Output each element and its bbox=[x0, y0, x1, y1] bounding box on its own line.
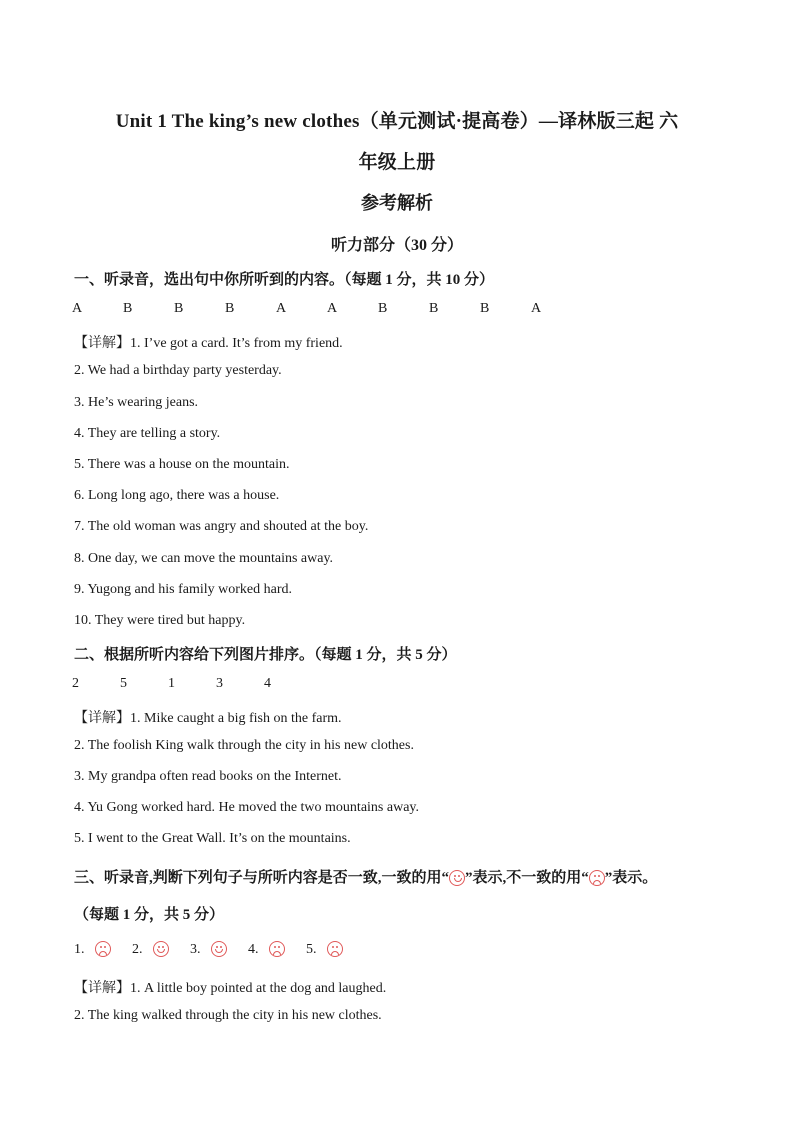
answer-item: A bbox=[276, 301, 287, 316]
smiley-face-icon bbox=[449, 870, 465, 886]
part1-explain-4: 4. They are telling a story. bbox=[74, 426, 221, 441]
part3-explain-1 bbox=[74, 977, 386, 997]
part3-explain-2: 2. The king walked through the city in his new clothes. bbox=[74, 1008, 382, 1023]
part1-explain-9: 9. Yugong and his family worked hard. bbox=[74, 582, 292, 597]
document-subtitle: 参考解析 bbox=[361, 193, 433, 213]
part3-heading-line2: （每题 1 分，共 5 分） bbox=[74, 907, 225, 923]
part2-explain-4: 4. Yu Gong worked hard. He moved the two mountains away. bbox=[74, 800, 420, 815]
answer-item: A bbox=[531, 301, 542, 316]
part2-explain-5: 5. I went to the Great Wall. It’s on the mountains. bbox=[74, 831, 351, 846]
answer-item: B bbox=[480, 301, 490, 316]
sad-face-icon bbox=[269, 941, 285, 957]
answer-item: 5 bbox=[120, 676, 127, 691]
explain-text: 1. A little boy pointed at the dog and laughed. bbox=[130, 981, 387, 996]
sad-face-icon bbox=[327, 941, 343, 957]
explain-prefix: 【详解】 bbox=[74, 981, 130, 996]
part3-answers bbox=[74, 941, 361, 958]
part1-explain-6: 6. Long long ago, there was a house. bbox=[74, 488, 280, 503]
part1-explain-2: 2. We had a birthday party yesterday. bbox=[74, 363, 282, 378]
sad-face-icon bbox=[95, 941, 111, 957]
part3-heading-c: ”表示。 bbox=[604, 870, 658, 886]
smiley-face-icon bbox=[153, 941, 169, 957]
part1-explain-10: 10. They were tired but happy. bbox=[74, 613, 246, 628]
explain-prefix: 【详解】 bbox=[74, 336, 130, 351]
answer-number: 3. bbox=[190, 942, 201, 957]
part2-heading: 二、根据所听内容给下列图片排序。（每题 1 分，共 5 分） bbox=[74, 647, 457, 663]
answer-item: B bbox=[225, 301, 235, 316]
smiley-face-icon bbox=[211, 941, 227, 957]
answer-item: 2 bbox=[72, 676, 79, 691]
answer-number: 5. bbox=[306, 942, 317, 957]
answer-item: B bbox=[378, 301, 388, 316]
part1-explain-8: 8. One day, we can move the mountains away. bbox=[74, 551, 334, 566]
answer-item bbox=[190, 941, 227, 958]
answer-item bbox=[248, 941, 285, 958]
document-title-line-1: Unit 1 The king’s new clothes（单元测试·提高卷）—译林版三起 六 bbox=[115, 111, 679, 132]
section-title: 听力部分（30 分） bbox=[330, 237, 463, 254]
part1-answers bbox=[72, 301, 582, 317]
document-title-line-2: 年级上册 bbox=[358, 152, 436, 173]
explain-prefix: 【详解】 bbox=[74, 711, 130, 726]
sad-face-icon bbox=[589, 870, 605, 886]
part2-answers bbox=[72, 676, 312, 692]
part2-explain-2: 2. The foolish King walk through the city in his new clothes. bbox=[74, 738, 414, 753]
part3-heading-a: 三、听录音,判断下列句子与所听内容是否一致,一致的用“ bbox=[74, 870, 450, 886]
part1-explain-3: 3. He’s wearing jeans. bbox=[74, 395, 199, 410]
answer-item bbox=[132, 941, 169, 958]
explain-text: 1. Mike caught a big fish on the farm. bbox=[130, 711, 342, 726]
part3-heading bbox=[74, 866, 657, 887]
answer-item: B bbox=[123, 301, 133, 316]
answer-item: A bbox=[72, 301, 83, 316]
answer-item bbox=[306, 941, 343, 958]
answer-number: 2. bbox=[132, 942, 143, 957]
answer-item: B bbox=[174, 301, 184, 316]
answer-item bbox=[74, 941, 111, 958]
answer-number: 1. bbox=[74, 942, 85, 957]
part1-explain-7: 7. The old woman was angry and shouted at the boy. bbox=[74, 519, 369, 534]
answer-item: A bbox=[327, 301, 338, 316]
part1-explain-1 bbox=[74, 332, 343, 352]
part2-explain-1 bbox=[74, 707, 342, 727]
part3-heading-b: ”表示,不一致的用“ bbox=[465, 870, 589, 886]
answer-item: 1 bbox=[168, 676, 175, 691]
part1-explain-5: 5. There was a house on the mountain. bbox=[74, 457, 290, 472]
part2-explain-3: 3. My grandpa often read books on the Internet. bbox=[74, 769, 342, 784]
answer-number: 4. bbox=[248, 942, 259, 957]
answer-item: 4 bbox=[264, 676, 271, 691]
answer-item: B bbox=[429, 301, 439, 316]
answer-item: 3 bbox=[216, 676, 223, 691]
explain-text: 1. I’ve got a card. It’s from my friend. bbox=[130, 336, 343, 351]
part1-heading: 一、听录音，选出句中你所听到的内容。（每题 1 分，共 10 分） bbox=[74, 272, 495, 288]
